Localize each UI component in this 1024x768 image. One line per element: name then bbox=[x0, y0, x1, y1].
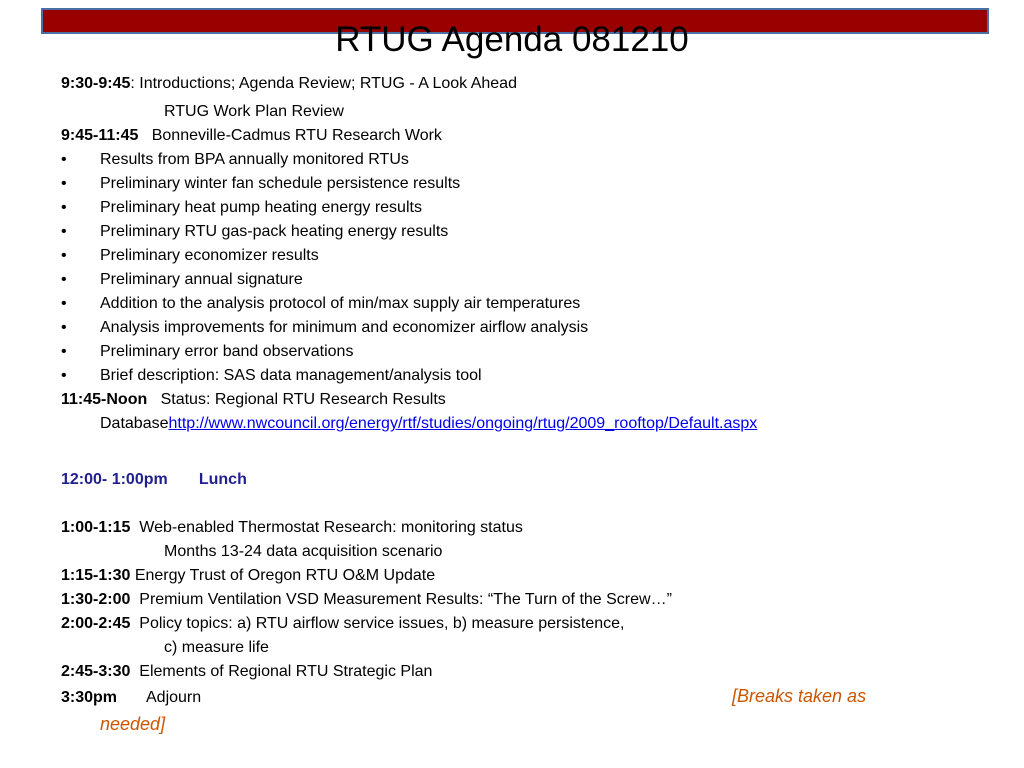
bullet-text: Results from BPA annually monitored RTUs bbox=[100, 151, 409, 168]
bullet-marker: • bbox=[61, 343, 67, 360]
agenda-item-policy bbox=[61, 612, 961, 636]
bullet-marker: • bbox=[61, 295, 67, 312]
bullet-item bbox=[61, 316, 961, 340]
agenda-text: Web-enabled Thermostat Research: monitoring status bbox=[139, 519, 523, 536]
database-link[interactable]: http://www.nwcouncil.org/energy/rtf/studies/ongoing/rtug/2009_rooftop/Default.aspx bbox=[168, 415, 758, 432]
agenda-item-status bbox=[61, 388, 961, 412]
bullet-text: Preliminary winter fan schedule persistence results bbox=[100, 175, 461, 192]
agenda-item-energy-trust bbox=[61, 564, 961, 588]
lunch-label: Lunch bbox=[198, 471, 247, 488]
agenda-time: 11:45-Noon bbox=[61, 391, 148, 408]
agenda-time: 2:45-3:30 bbox=[61, 663, 131, 680]
agenda-item-lunch bbox=[61, 468, 961, 492]
agenda-time: 1:00-1:15 bbox=[61, 519, 131, 536]
agenda-time: 3:30pm bbox=[61, 689, 118, 706]
agenda-item-bonneville bbox=[61, 124, 961, 148]
bullet-item bbox=[61, 268, 961, 292]
bullet-item bbox=[61, 292, 961, 316]
spacer bbox=[61, 492, 961, 516]
bullet-marker: • bbox=[61, 199, 67, 216]
page-title: RTUG Agenda 081210 bbox=[335, 20, 689, 59]
bullet-item bbox=[61, 148, 961, 172]
bullet-list bbox=[61, 148, 961, 388]
agenda-list bbox=[61, 72, 961, 740]
bullet-item bbox=[61, 172, 961, 196]
bullet-text: Preliminary economizer results bbox=[100, 247, 319, 264]
bullet-text: Preliminary RTU gas-pack heating energy results bbox=[100, 223, 449, 240]
agenda-text: Elements of Regional RTU Strategic Plan bbox=[139, 663, 433, 680]
bullet-text: Addition to the analysis protocol of min/max supply air temperatures bbox=[100, 295, 581, 312]
bullet-text: Analysis improvements for minimum and economizer airflow analysis bbox=[100, 319, 589, 336]
agenda-item-strategic-plan bbox=[61, 660, 961, 684]
agenda-subitem: Months 13-24 data acquisition scenario bbox=[164, 543, 443, 560]
agenda-time: 9:45-11:45 bbox=[61, 127, 139, 144]
bullet-marker: • bbox=[61, 247, 67, 264]
bullet-marker: • bbox=[61, 151, 67, 168]
agenda-item-thermostat bbox=[61, 516, 961, 540]
agenda-text: : Introductions; Agenda Review; RTUG - A Look Ahead bbox=[130, 75, 517, 92]
bullet-item bbox=[61, 220, 961, 244]
agenda-item-ventilation bbox=[61, 588, 961, 612]
bullet-marker: • bbox=[61, 175, 67, 192]
agenda-time: 9:30-9:45 bbox=[61, 75, 131, 92]
bullet-marker: • bbox=[61, 367, 67, 384]
bullet-text: Preliminary heat pump heating energy results bbox=[100, 199, 422, 216]
bullet-text: Brief description: SAS data management/analysis tool bbox=[100, 367, 482, 384]
breaks-note: [Breaks taken as bbox=[732, 686, 867, 706]
agenda-subitem: c) measure life bbox=[164, 639, 269, 656]
agenda-text: Policy topics: a) RTU airflow service issues, b) measure persistence, bbox=[139, 615, 625, 632]
agenda-time: 2:00-2:45 bbox=[61, 615, 131, 632]
bullet-marker: • bbox=[61, 223, 67, 240]
bullet-item bbox=[61, 340, 961, 364]
bullet-item bbox=[61, 364, 961, 388]
bullet-marker: • bbox=[61, 319, 67, 336]
agenda-text: Energy Trust of Oregon RTU O&M Update bbox=[134, 567, 436, 584]
agenda-item-adjourn bbox=[61, 684, 961, 712]
agenda-time: 1:15-1:30 bbox=[61, 567, 131, 584]
bullet-marker: • bbox=[61, 271, 67, 288]
spacer bbox=[61, 436, 961, 468]
bullet-item bbox=[61, 196, 961, 220]
agenda-text: Bonneville-Cadmus RTU Research Work bbox=[151, 127, 442, 144]
agenda-text: Premium Ventilation VSD Measurement Results: “The Turn of the Screw…” bbox=[139, 591, 672, 608]
bullet-text: Preliminary annual signature bbox=[100, 271, 303, 288]
bullet-text: Preliminary error band observations bbox=[100, 343, 354, 360]
agenda-subitem: RTUG Work Plan Review bbox=[164, 103, 344, 120]
breaks-note-continued: needed] bbox=[100, 714, 166, 734]
database-label: Database bbox=[100, 415, 169, 432]
bullet-item bbox=[61, 244, 961, 268]
agenda-time: 1:30-2:00 bbox=[61, 591, 131, 608]
lunch-time: 12:00- 1:00pm bbox=[61, 471, 168, 488]
agenda-text: Status: Regional RTU Research Results bbox=[160, 391, 446, 408]
database-line bbox=[61, 412, 961, 436]
agenda-item-intro bbox=[61, 72, 961, 96]
agenda-text: Adjourn bbox=[146, 689, 202, 706]
